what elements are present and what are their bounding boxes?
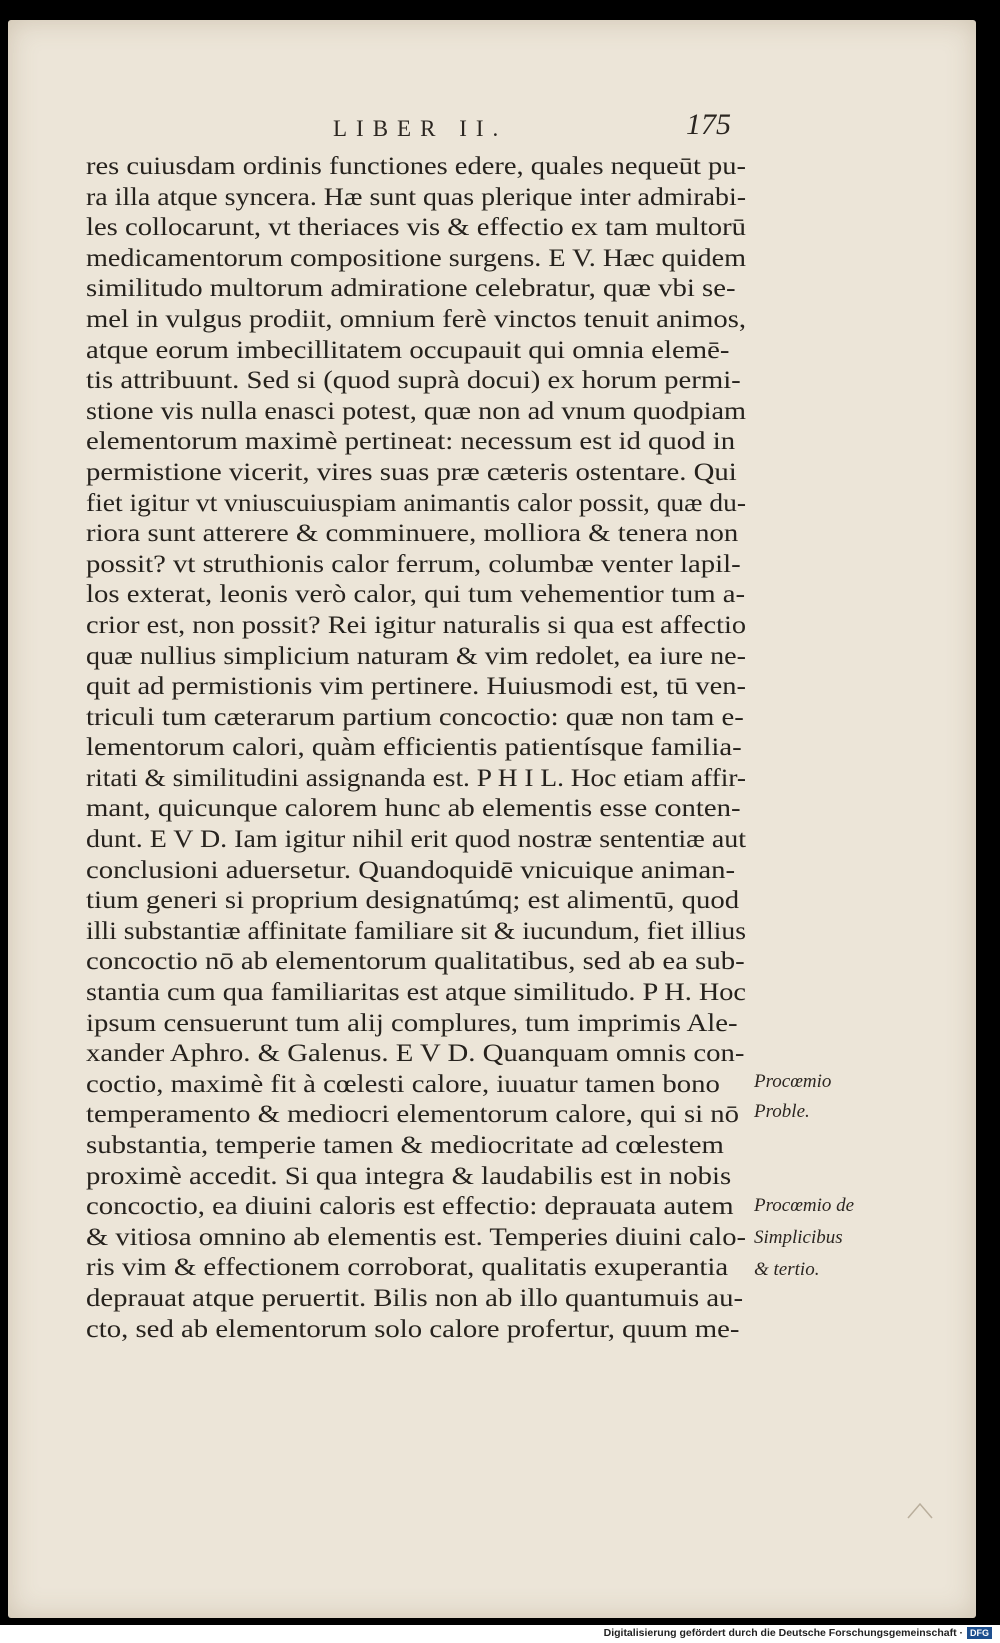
text-line: mant, quicunque calorem hunc ab elementis esse conten- <box>86 795 741 823</box>
text-line: los exterat, leonis verò calor, qui tum vehementior tum a- <box>86 581 746 609</box>
text-line: mel in vulgus prodiit, omnium ferè vinctos tenuit animos, <box>86 305 746 333</box>
text-line: coctio, maximè fit à cœlesti calore, iuuatur tamen bono <box>86 1070 720 1098</box>
margin-note-line: Simplicibus <box>754 1227 843 1248</box>
margin-note-line: Procœmio <box>754 1071 832 1092</box>
text-line: lementorum calori, quàm efficientis patientísque familia- <box>86 734 742 762</box>
dfg-logo: DFG <box>967 1627 992 1639</box>
text-line: cto, sed ab elementorum solo calore profertur, quum me- <box>86 1315 740 1343</box>
text-line: ra illa atque syncera. Hæ sunt quas plerique inter admirabi- <box>86 183 746 211</box>
margin-note-procemio-simplicibus <box>754 1190 854 1286</box>
text-line: crior est, non possit? Rei igitur naturalis si qua est affectio <box>86 611 746 639</box>
text-line: triculi tum cæterarum partium concoctio: quæ non tam e- <box>86 703 744 731</box>
text-line: ris vim & effectionem corroborat, qualitatis exuperantia <box>86 1254 729 1282</box>
text-line: substantia, temperie tamen & mediocritate ad cœlestem <box>86 1132 724 1159</box>
text-line: concoctio, ea diuini caloris est effectio: deprauata autem <box>86 1193 734 1221</box>
text-line: quit ad permistionis vim pertinere. Huiusmodi est, tū ven- <box>86 673 746 701</box>
book-page <box>8 20 976 1618</box>
text-line: ipsum censuerunt tum alij complures, tum imprimis Ale- <box>86 1009 738 1037</box>
margin-note-line: Procœmio de <box>754 1195 855 1216</box>
running-title: LIBER II. <box>333 116 508 141</box>
margin-note-line: & tertio. <box>754 1259 820 1280</box>
text-line: les collocarunt, vt theriaces vis & effectio ex tam multorū <box>86 214 746 242</box>
text-line: stione vis nulla enasci potest, quæ non ad vnum quodpiam <box>86 397 747 425</box>
text-line: res cuiusdam ordinis functiones edere, quales nequeūt pu- <box>86 153 746 180</box>
text-line: stantia cum qua familiaritas est atque similitudo. P H. Hoc <box>86 979 746 1007</box>
margin-note-line: Proble. <box>754 1101 810 1122</box>
text-line: tis attribuunt. Sed si (quod suprà docui) ex horum permi- <box>86 367 741 395</box>
text-line: similitudo multorum admiratione celebratur, quæ vbi se- <box>86 275 736 303</box>
text-line: riora sunt atterere & comminuere, molliora & tenera non <box>86 520 739 548</box>
page-number: 175 <box>686 108 731 141</box>
text-line: temperamento & mediocri elementorum calore, qui si nō <box>86 1101 740 1129</box>
digitization-credit <box>604 1627 992 1639</box>
text-line: ritati & similitudini assignanda est. P H I L. Hoc etiam affir- <box>86 764 746 792</box>
credit-text: Digitalisierung gefördert durch die Deutsche Forschungsgemeinschaft · <box>603 1627 963 1639</box>
margin-note-procemio-proble <box>754 1067 831 1127</box>
text-line: dunt. E V D. Iam igitur nihil erit quod nostræ sententiæ aut <box>86 826 746 854</box>
text-line: elementorum maximè pertineat: necessum est id quod in <box>86 428 736 456</box>
text-line: concoctio nō ab elementorum qualitatibus, sed ab ea sub- <box>86 948 745 976</box>
text-line: permistione vicerit, vires suas præ cæteris ostentare. Qui <box>86 458 737 486</box>
text-line: fiet igitur vt vniuscuiuspiam animantis calor possit, quæ du- <box>86 489 746 517</box>
text-line: xander Aphro. & Galenus. E V D. Quanquam omnis con- <box>86 1040 745 1068</box>
text-line: medicamentorum compositione surgens. E V. Hæc quidem <box>86 244 746 272</box>
text-line: conclusioni aduersetur. Quandoquidē vnicuique animan- <box>86 856 736 884</box>
text-line: quæ nullius simplicium naturam & vim redolet, ea iure ne- <box>86 642 746 670</box>
text-line: possit? vt struthionis calor ferrum, columbæ venter lapil- <box>86 550 741 578</box>
body-text <box>86 152 746 1345</box>
text-line: illi substantiæ affinitate familiare sit & iucundum, fiet illius <box>86 917 746 945</box>
page-crease-mark <box>906 1500 934 1520</box>
text-line: tium generi si proprium designatúmq; est alimentū, quod <box>86 887 740 915</box>
text-line: atque eorum imbecillitatem occupauit qui omnia elemē- <box>86 336 730 364</box>
text-line: & vitiosa omnino ab elementis est. Temperies diuini calo- <box>86 1223 746 1251</box>
text-line: deprauat atque peruertit. Bilis non ab illo quantumuis au- <box>86 1284 744 1312</box>
text-line: proximè accedit. Si qua integra & laudabilis est in nobis <box>86 1162 732 1190</box>
